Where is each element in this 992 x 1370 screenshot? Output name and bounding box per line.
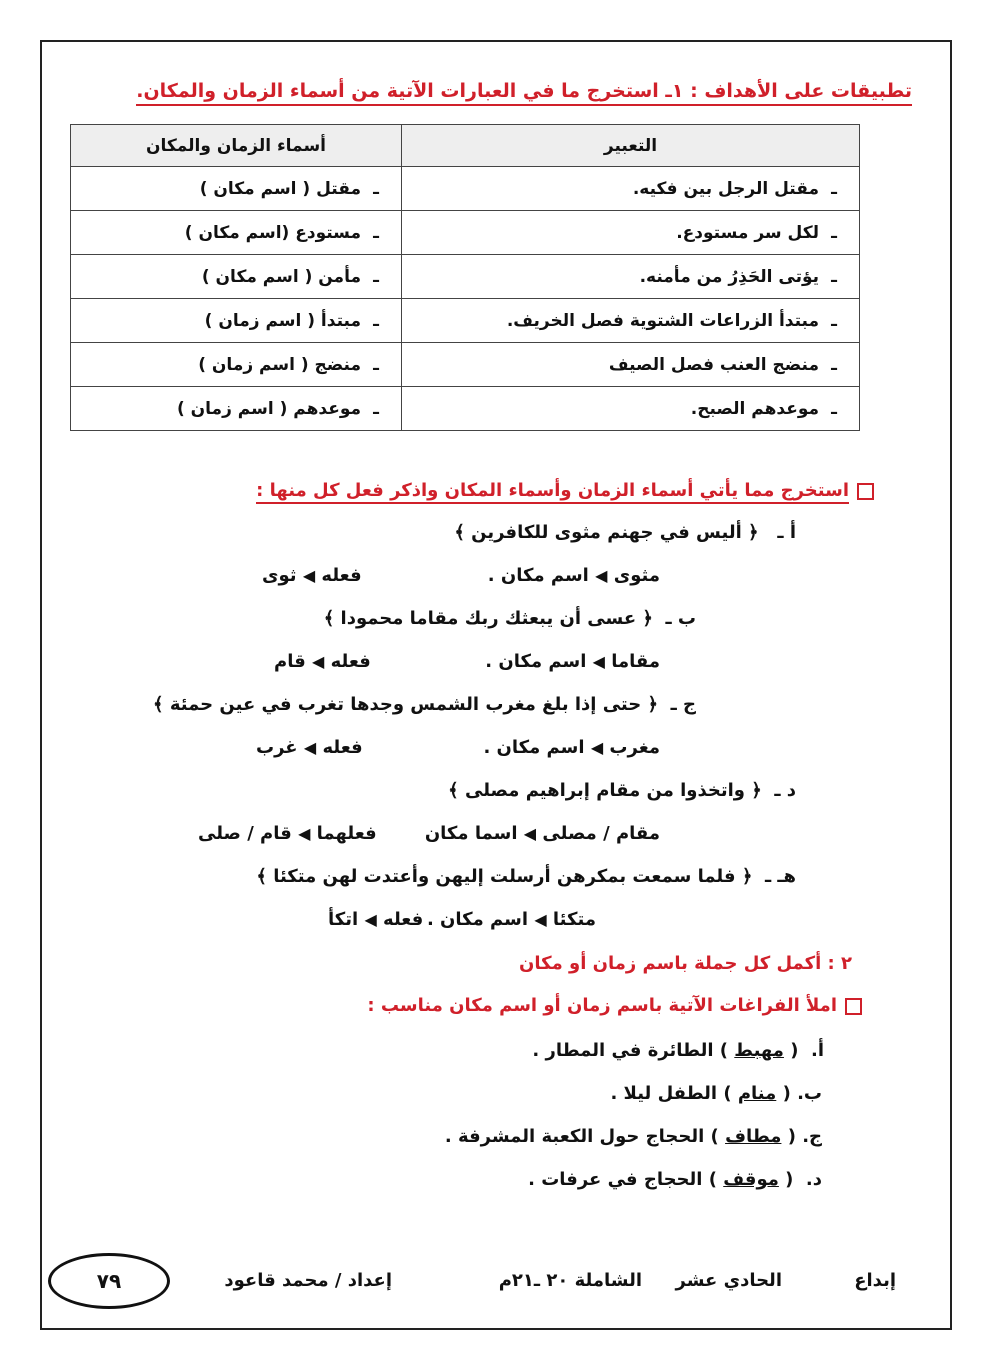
footer-author: إعداد / محمد قاعود bbox=[224, 1270, 392, 1291]
fill-item-c: ج. ( مطاف ) الحجاج حول الكعبة المشرفة . bbox=[444, 1126, 822, 1147]
arrow-left-icon: ◀ bbox=[534, 910, 547, 929]
section1-heading: استخرج مما يأتي أسماء الزمان وأسماء المكان واذكر فعل كل منها : bbox=[256, 480, 874, 501]
table-row bbox=[71, 211, 860, 255]
item-a-answer: مثوى ◀ اسم مكان . bbox=[487, 565, 660, 586]
arrow-left-icon: ◀ bbox=[595, 566, 608, 585]
page-number: ٧٩ bbox=[48, 1253, 170, 1309]
expressions-table bbox=[70, 124, 860, 431]
arrow-left-icon: ◀ bbox=[590, 738, 604, 757]
footer-book: الشاملة ٢٠ ـ٢١م bbox=[498, 1270, 642, 1291]
header-expression: التعبير bbox=[402, 125, 860, 167]
item-c-verse: ج ـ ﴿ حتى إذا بلغ مغرب الشمس وجدها تغرب في عين حمئة ﴾ bbox=[153, 694, 696, 715]
item-b-verse: ب ـ ﴿ عسى أن يبعثك ربك مقاما محمودا ﴾ bbox=[323, 608, 696, 629]
item-c-verb: فعله ◀ غرب bbox=[256, 737, 363, 758]
table-cell: ـمنضج العنب فصل الصيف bbox=[402, 343, 860, 387]
item-b-answer: مقاما ◀ اسم مكان . bbox=[485, 651, 660, 672]
table-cell: ـمبتدأ الزراعات الشتوية فصل الخريف. bbox=[402, 299, 860, 343]
table-cell: ـمأمن ( اسم مكان ) bbox=[71, 255, 402, 299]
item-b-verb: فعله ◀ قام bbox=[274, 651, 371, 672]
item-a-verse: أ ـ ﴿ أليس في جهنم مثوى للكافرين ﴾ bbox=[454, 522, 796, 543]
fill-answer: منام bbox=[737, 1083, 777, 1104]
item-e-verse: هـ ـ ﴿ فلما سمعت بمكرهن أرسلت إليهن وأعتدت لهن متكئا ﴾ bbox=[256, 866, 796, 887]
table-cell: ـموعدهم ( اسم زمان ) bbox=[71, 387, 402, 431]
table-cell: ـمستودع (اسم مكان ) bbox=[71, 211, 402, 255]
fill-item-b: ب. ( منام ) الطفل ليلا . bbox=[610, 1083, 822, 1104]
page-title bbox=[136, 80, 912, 106]
table-cell: ـيؤتى الحَذِرُ من مأمنه. bbox=[402, 255, 860, 299]
arrow-left-icon: ◀ bbox=[312, 652, 325, 671]
section2-subheading: املأ الفراغات الآتية باسم زمان أو اسم مكان مناسب : bbox=[367, 995, 862, 1016]
footer-grade: الحادي عشر bbox=[675, 1270, 782, 1291]
table-cell: ـلكل سر مستودع. bbox=[402, 211, 860, 255]
checkbox-icon bbox=[857, 483, 874, 500]
title-text: ١ـ استخرج ما في العبارات الآتية من أسماء الزمان والمكان. bbox=[136, 80, 691, 102]
item-e-answer: متكئا ◀ اسم مكان . bbox=[426, 909, 596, 930]
fill-answer: مطاف bbox=[725, 1126, 782, 1147]
checkbox-icon bbox=[845, 998, 862, 1015]
item-d-answer: مقام / مصلى ◀ اسما مكان bbox=[424, 823, 660, 844]
arrow-left-icon: ◀ bbox=[592, 652, 605, 671]
arrow-left-icon: ◀ bbox=[364, 910, 377, 929]
fill-item-d: د. ( موقف ) الحجاج في عرفات . bbox=[528, 1169, 822, 1190]
arrow-left-icon: ◀ bbox=[298, 824, 311, 843]
table-row bbox=[71, 343, 860, 387]
table-cell: ـمقتل ( اسم مكان ) bbox=[71, 167, 402, 211]
table-row bbox=[71, 167, 860, 211]
table-header-row bbox=[71, 125, 860, 167]
item-c-answer: مغرب ◀ اسم مكان . bbox=[483, 737, 660, 758]
table-row bbox=[71, 387, 860, 431]
title-prefix: تطبيقات على الأهداف : bbox=[690, 80, 912, 102]
item-d-verb: فعلهما ◀ قام / صلى bbox=[198, 823, 377, 844]
header-names: أسماء الزمان والمكان bbox=[71, 125, 402, 167]
arrow-left-icon: ◀ bbox=[303, 738, 317, 757]
arrow-left-icon: ◀ bbox=[523, 824, 537, 843]
item-a-verb: فعله ◀ ثوى bbox=[262, 565, 362, 586]
item-e-verb: فعله ◀ اتكأ bbox=[328, 909, 424, 930]
footer-ibdaa: إبداع bbox=[854, 1270, 896, 1291]
table-cell: ـموعدهم الصبح. bbox=[402, 387, 860, 431]
table-row bbox=[71, 255, 860, 299]
table-row bbox=[71, 299, 860, 343]
table-cell: ـمقتل الرجل بين فكيه. bbox=[402, 167, 860, 211]
arrow-left-icon: ◀ bbox=[302, 566, 316, 585]
table-cell: ـمبتدأ ( اسم زمان ) bbox=[71, 299, 402, 343]
item-d-verse: د ـ ﴿ واتخذوا من مقام إبراهيم مصلى ﴾ bbox=[448, 780, 796, 801]
fill-item-a: أ. ( مهبط ) الطائرة في المطار . bbox=[532, 1040, 824, 1061]
table-cell: ـمنضج ( اسم زمان ) bbox=[71, 343, 402, 387]
fill-answer: موقف bbox=[723, 1169, 779, 1190]
section2-heading: ٢ : أكمل كل جملة باسم زمان أو مكان bbox=[519, 953, 852, 974]
fill-answer: مهبط bbox=[734, 1040, 784, 1061]
